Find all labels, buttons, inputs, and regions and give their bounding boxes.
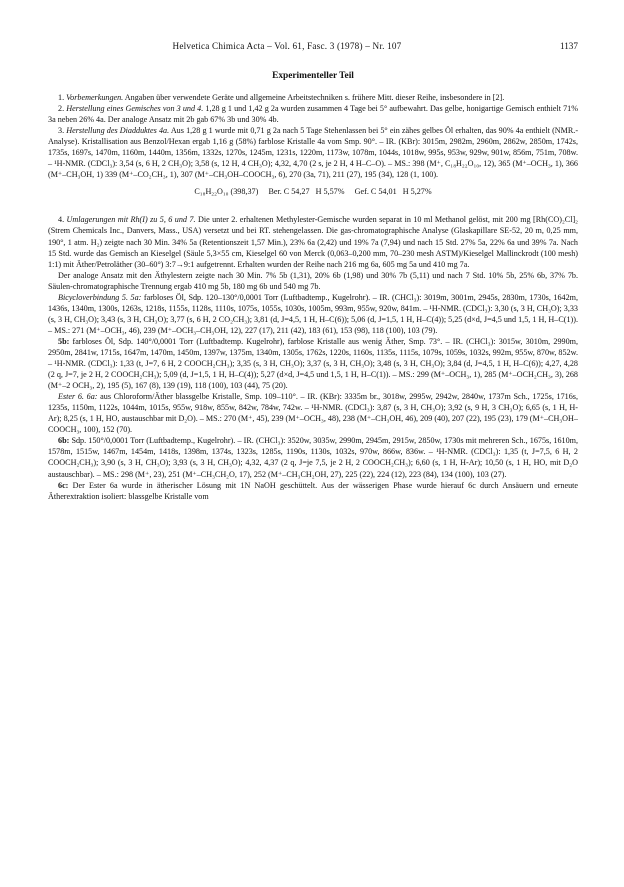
p3-lead: 3. [58,126,67,136]
p9-text: Sdp. 150°/0,0001 Torr (Luftbadtemp., Kugelrohr). – IR. (CHCl₃): 3520w, 3035w, 2990m, 2945m, 2915w, 2850w, 1730s mit mehreren Sch., 1675s, 1610m, 1578m, 1515w, 1467m, 1454m, 1418s, 1398m, 1374s, 1323s, 1285s, 1190s, 1130s, 1032s, 970w, 866w, 836w. – ¹H-NMR. (CDCl₃): 1,35 (t, J=7,5, 6 H, 2 COOCH₂CH₃); 3,90 (s, 3 H, CH₃O); 3,93 (s, 3 H, CH₃O); 4,32, 4,37 (2 q, J=je 7,5, je 2 H, 2 COOCH₂CH₃); 6,60 (s, 1 H, H-Ar); 10,50 (s, 1 H, HO, mit D₂O austauschbar). – MS.: 298 (M⁺, 23), 251 (M⁺–CH₃CH₂O, 17), 252 (M⁺–CH₃CH₂OH, 27), 225 (22), 224 (12), 223 (84), 134 (100), 103 (27). [48,436,578,479]
page-number: 1137 [559,41,578,51]
p1-lead: 1. [58,93,67,102]
p7-heading: 5b: [58,336,70,346]
p1-text: Angaben über verwendete Geräte und allgemeine Arbeitstechniken s. frühere Mitt. dieser Reihe, insbesondere in [2]. [123,93,505,102]
p3-heading: Herstellung des Diadduktes 4a. [66,126,170,136]
p7-text: farbloses Öl, Sdp. 140°/0,0001 Torr (Luftbadtemp. Kugelrohr), farblose Kristalle aus wenig Äther, Smp. 73°. – IR. (CHCl₃): 3015w, 3010m, 2990m, 2950m, 2841w, 1715s, 1647m, 1470m, 1450m, 1397w, 1375m, 1340m, 1305s, 1762s, 1220s, 1160s, 1135s, 1115s, 1079s, 1059s, 1032s, 992m, 955w, 870w, 852w. – ¹H-NMR. (CDCl₃): 1,33 (t, J=7, 6 H, 2 COOCH₂CH₃); 3,35 (s, 3 H, CH₃O); 3,37 (s, 3 H, CH₃O); 3,48 (s, 3 H, CH₃O); 3,84 (d, J=4,5, 1 H, H–C(6)); 4,27, 4,28 (2 q, J=7, je 2 H, 2 COOCH₂CH₃); 5,09 (d, J=1,5, 1 H, H–C(4)); 5,27 (d×d, J=4,5 und 1,5, 1 H, H–C(1)). – MS.: 299 (M⁺–OCH₃, 1), 285 (M⁺–OCH₂CH₃, 3), 268 (M⁺–2 OCH₃, 2), 195 (5), 167 (8), 139 (19), 118 (100), 103 (44), 75 (20). [48,336,578,391]
paragraph-9 [48,435,578,479]
section-title: Experimenteller Teil [272,71,354,81]
spacer [48,205,578,214]
p10-heading: 6c: [58,480,69,490]
p8-text: aus Chloroform/Äther blassgelbe Kristalle, Smp. 109–110°. – IR. (KBr): 3335m br., 3018w, 2995w, 2942w, 2840w, 1737m Sch., 1725s, 1716s, 1235s, 1150m, 1122s, 1044m, 1015s, 955w, 918w, 855w, 842w, 784w, 742w. – ¹H-NMR. (CDCl₃): 3,87 (s, 3 H, CH₃O); 3,92 (s, 9 H, 3 CH₃O); 6,65 (s, 1 H, H-Ar); 8,25 (s, 1 H, HO, austauschbar mit D₂O). – MS.: 270 (M⁺, 45), 239 (M⁺–OCH₃, 48), 238 (M⁺–CH₃OH, 46), 209 (40), 207 (22), 195 (23), 179 (M⁺–CH₃OH–COOCH₃, 100), 152 (70). [48,392,579,435]
elemental-analysis: C₁₈H₂₂O₁₀ (398,37) Ber. C 54,27 H 5,57% Gef. C 54,01 H 5,27% [194,187,432,197]
p10-text: Der Ester 6a wurde in ätherischer Lösung mit 1N NaOH geschüttelt. Aus der wässerigen Phase wurde hierauf 6c durch Ansäuern und erneute Ätherextraktion isoliert: blassgelbe Kristalle vom [48,480,578,501]
p6-heading: Bicycloverbindung 5. 5a: [58,292,142,302]
p8-heading: Ester 6. 6a: [58,392,98,402]
p4-lead: 4. [58,215,67,225]
p2-lead: 2. [58,104,67,114]
p9-heading: 6b: [58,436,70,446]
paragraph-7 [48,336,578,391]
article-body [48,70,578,502]
paragraph-2 [48,103,578,125]
p2-text: 1,28 g 1 und 1,42 g 2a wurden zusammen 4 Tage bei 5° aufbewahrt. Das gelbe, honigartige Gemisch enthielt 71% 3a neben 26% 4a. Der analoge Ansatz mit 2b gab 67% 3b und 30% 4b. [48,104,579,125]
p4-text: Die unter 2. erhaltenen Methylester-Gemische wurden separat in 10 ml Methanol gelöst, mit 200 mg [Rh(CO)₂Cl]₂ (Strem Chemicals Inc., Danvers, Mass., USA) versetzt und bei RT. stehengelassen. Die gas-chromatographische Analyse (Glaskapillare SE-52, 20 m, 0,25 mm, 190°, 1 atm. H₂) zeigte nach 30 Min. 34% 5a (Retentionszeit 1,57 Min.), 23% 6a (2,42) und 19% 7a (7,94) und nach 15 Std. 27% 5a, 22% 6a und 39% 7a. Nach 15 Std. wurde das Gemisch an Kieselgel (Säule 5,3×55 cm, Kieselgel 60 von Merck (0,063–0,200 mm, 70–230 mesh ASTM)/Kieselgel Mallinckrodt (100 mesh) 1:1) mit Äther/Petroläther (30–60°) 3:7→9:1 aufgetrennt. Erhalten wurden der Reihe nach 216 mg 6a, 605 mg 5a und 410 mg 7a. [48,215,578,269]
p6-text: farbloses Öl, Sdp. 120–130°/0,0001 Torr (Luftbadtemp., Kugelrohr). – IR. (CHCl₃): 3019m, 3001m, 2945s, 2830m, 1730s, 1642m, 1436s, 1340m, 1300s, 1263s, 1218s, 1155s, 1128s, 1110s, 1075s, 1055s, 1030s, 1005m, 993m, 955w, 920w, 841m. – ¹H-NMR. (CDCl₃): 3,30 (s, 3 H, CH₃O); 3,33 (s, 3 H, CH₃O); 3,43 (s, 3 H, CH₃O); 3,77 (s, 6 H, 2 CO₂CH₃); 3,81 (d, J=4,5, 1 H, H–C(6)); 5,06 (d, J=1,5, 1 H, H–C(4)); 5,25 (d×d, J=4,5 und 1,5, 1 H, H–C(1)). – MS.: 271 (M⁺–OCH₃, 46), 239 (M⁺–OCH₃–CH₃OH, 12), 227 (17), 211 (42), 183 (61), 153 (98), 118 (100), 103 (79). [48,292,578,335]
paragraph-8 [48,391,578,435]
paragraph-1 [48,92,578,103]
paragraph-4 [48,214,578,269]
running-header [46,40,578,52]
p2-heading: Herstellung eines Gemisches von 3 und 4. [66,104,204,114]
p3-text: Aus 1,28 g 1 wurde mit 0,71 g 2a nach 5 Tage Stehenlassen bei 5° ein zähes gelbes Öl erhalten, das 90% 4a enthielt (NMR.-Analyse). Kristallisation aus Benzol/Hexan ergab 1,16 g (58%) farblose Kristalle 4a vom Smp. 90°. – IR. (KBr): 3015m, 2982m, 2960m, 2862w, 2850m, 1742s, 1735s, 1697s, 1470m, 1160m, 1440m, 1356m, 1332s, 1270s, 1245m, 1231s, 1220m, 1173w, 1078m, 1044s, 1018w, 995s, 953w, 929w, 901w, 856m, 751m, 708w. – ¹H-NMR. (CDCl₃): 3,54 (s, 6 H, 2 CH₃O); 3,58 (s, 12 H, 4 CH₃O); 4,32, 4,70 (2 s, je 2 H, 4 H–C–O). – MS.: 398 (M⁺, C₁₈H₂₂O₁₀, 12), 365 (M⁺–OCH₃, 1), 366 (M⁺–CH₃OH, 1) 339 (M⁺–CO₂CH₃, 1), 307 (M⁺–CH₃OH–COOCH₃, 6), 270 (3a, 71), 211 (27), 195 (34), 128 (1, 100). [48,126,579,180]
paragraph-10 [48,480,578,502]
running-title: Helvetica Chimica Acta – Vol. 61, Fasc. 3 (1978) – Nr. 107 [172,41,402,51]
p4-heading: Umlagerungen mit Rh(I) zu 5, 6 und 7. [66,215,196,225]
paragraph-5: Der analoge Ansatz mit den Äthylestern zeigte nach 30 Min. 7% 5b (1,31), 20% 6b (1,98) und 30% 7b (5,11) und nach 7 Std. 10% 5b, 25% 6b, 37% 7b. Säulen-chromatographische Trennung ergab 410 mg 5b, 180 mg 6b und 540 mg 7b. [48,270,578,291]
paragraph-6 [48,292,578,336]
p1-heading: Vorbemerkungen. [66,93,124,102]
paragraph-3 [48,125,578,180]
